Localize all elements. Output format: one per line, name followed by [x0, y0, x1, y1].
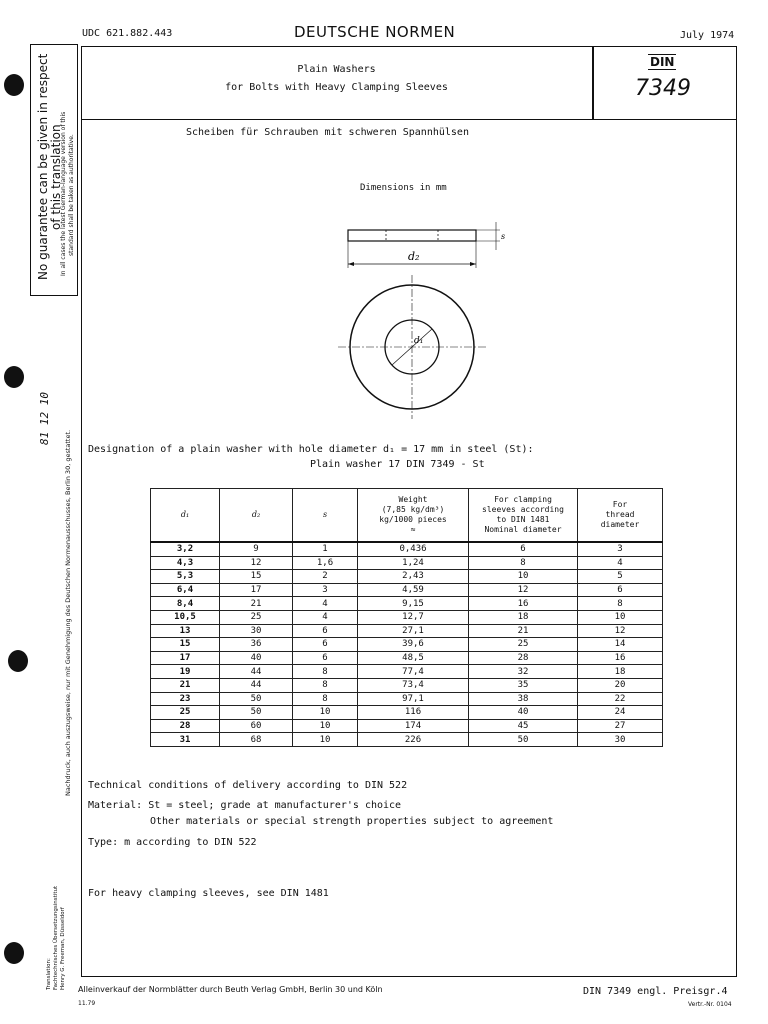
table-cell: 3,2: [151, 542, 220, 556]
table-cell: 32: [469, 665, 578, 679]
table-cell: 6: [293, 651, 358, 665]
table-cell: 10,5: [151, 610, 220, 624]
table-cell: 45: [469, 719, 578, 733]
table-cell: 44: [220, 678, 293, 692]
table-cell: 30: [578, 733, 663, 747]
translator-line-3: Henry G. Freeman, Düsseldorf: [60, 907, 66, 990]
table-cell: 1: [293, 542, 358, 556]
dimensions-label: Dimensions in mm: [360, 183, 447, 193]
header-thread-diameter: For thread diameter: [578, 489, 663, 543]
table-cell: 44: [220, 665, 293, 679]
table-cell: 40: [220, 651, 293, 665]
document-title: Plain Washers: [297, 64, 376, 75]
table-row: [151, 597, 663, 611]
table-row: [151, 692, 663, 706]
table-cell: 27: [578, 719, 663, 733]
table-cell: 15: [151, 638, 220, 652]
table-cell: 12: [469, 583, 578, 597]
table-row: [151, 651, 663, 665]
table-cell: 12: [578, 624, 663, 638]
table-cell: 3: [293, 583, 358, 597]
table-cell: 2: [293, 570, 358, 584]
d2-arrow-right: [470, 262, 476, 266]
udc-number: UDC 621.882.443: [82, 28, 173, 39]
designation-example: Plain washer 17 DIN 7349 - St: [310, 459, 485, 470]
technical-conditions: Technical conditions of delivery according to DIN 522: [88, 780, 408, 791]
disclaimer-line-2: of this translation: [49, 124, 63, 230]
table-cell: 36: [220, 638, 293, 652]
table-cell: 39,6: [358, 638, 469, 652]
table-cell: 28: [151, 719, 220, 733]
table-cell: 97,1: [358, 692, 469, 706]
publication-date: July 1974: [680, 30, 735, 41]
table-cell: 68: [220, 733, 293, 747]
footer-code: 11.79: [78, 1000, 96, 1007]
table-row: [151, 706, 663, 720]
din-logo: DIN: [650, 55, 675, 69]
table-cell: 8: [293, 665, 358, 679]
table-cell: 20: [578, 678, 663, 692]
table-cell: 4: [293, 597, 358, 611]
table-cell: 1,24: [358, 556, 469, 570]
table-cell: 13: [151, 624, 220, 638]
table-cell: 48,5: [358, 651, 469, 665]
table-cell: 77,4: [358, 665, 469, 679]
disclaimer-line-4: standard shall be taken as authoritative.: [68, 134, 75, 256]
table-cell: 17: [151, 651, 220, 665]
table-row: [151, 624, 663, 638]
table-cell: 5: [578, 570, 663, 584]
table-cell: 25: [469, 638, 578, 652]
table-cell: 28: [469, 651, 578, 665]
table-cell: 3: [578, 542, 663, 556]
table-cell: 31: [151, 733, 220, 747]
table-cell: 14: [578, 638, 663, 652]
table-cell: 50: [220, 706, 293, 720]
din-number: 7349: [635, 76, 691, 101]
table-cell: 25: [220, 610, 293, 624]
type-spec: Type: m according to DIN 522: [88, 837, 257, 848]
disclaimer-line-1: No guarantee can be given in respect: [36, 53, 50, 280]
translator-line-1: Translation:: [46, 958, 52, 990]
header-weight: Weight (7,85 kg/dm³) kg/1000 pieces ≈: [358, 489, 469, 543]
table-cell: 8: [578, 597, 663, 611]
table-cell: 4,3: [151, 556, 220, 570]
table-row: [151, 570, 663, 584]
table-cell: 10: [293, 706, 358, 720]
table-cell: 6: [293, 624, 358, 638]
table-cell: 73,4: [358, 678, 469, 692]
series-title: DEUTSCHE NORMEN: [294, 23, 456, 41]
washer-drawing: [330, 220, 510, 420]
table-cell: 40: [469, 706, 578, 720]
table-cell: 9,15: [358, 597, 469, 611]
table-cell: 23: [151, 692, 220, 706]
table-cell: 8: [293, 678, 358, 692]
table-body: [151, 542, 663, 746]
dimensions-table: [150, 488, 663, 747]
table-row: [151, 638, 663, 652]
table-cell: 15: [220, 570, 293, 584]
table-cell: 10: [293, 719, 358, 733]
table-cell: 226: [358, 733, 469, 747]
publisher-notice: Alleinverkauf der Normblätter durch Beuth Verlag GmbH, Berlin 30 und Köln: [78, 985, 383, 994]
table-cell: 9: [220, 542, 293, 556]
table-row: [151, 678, 663, 692]
table-cell: 50: [469, 733, 578, 747]
table-cell: 116: [358, 706, 469, 720]
table-cell: 0,436: [358, 542, 469, 556]
table-cell: 12,7: [358, 610, 469, 624]
table-cell: 30: [220, 624, 293, 638]
d2-label: d₂: [408, 250, 420, 263]
table-cell: 17: [220, 583, 293, 597]
header-s: s: [293, 489, 358, 543]
punch-hole: [8, 650, 28, 672]
table-row: [151, 556, 663, 570]
header-divider: [592, 46, 594, 120]
table-cell: 6: [469, 542, 578, 556]
header-clamping-sleeve: For clamping sleeves according to DIN 1481 Nominal diameter: [469, 489, 578, 543]
table-cell: 4: [578, 556, 663, 570]
table-cell: 21: [151, 678, 220, 692]
header-d1: d₁: [151, 489, 220, 543]
table-row: [151, 583, 663, 597]
punch-hole: [4, 942, 24, 964]
table-row: [151, 733, 663, 747]
table-header-row: [151, 489, 663, 543]
table-cell: 6,4: [151, 583, 220, 597]
order-number: Vertr.-Nr. 0104: [688, 1001, 732, 1008]
table-cell: 1,6: [293, 556, 358, 570]
table-row: [151, 610, 663, 624]
thickness-label: s: [501, 232, 506, 241]
table-cell: 16: [469, 597, 578, 611]
reprint-notice: Nachdruck, auch auszugsweise, nur mit Genehmigung des Deutschen Normenausschusses, Berlin 30, gestattet.: [64, 429, 72, 796]
table-cell: 18: [578, 665, 663, 679]
table-cell: 8: [293, 692, 358, 706]
material-note: Other materials or special strength properties subject to agreement: [150, 816, 554, 827]
table-row: [151, 665, 663, 679]
date-stamp: 81 12 10: [38, 392, 51, 445]
table-row: [151, 542, 663, 556]
material-spec: Material: St = steel; grade at manufacturer's choice: [88, 800, 402, 811]
table-cell: 4,59: [358, 583, 469, 597]
d2-arrow-left: [348, 262, 354, 266]
washer-side-view: [348, 230, 476, 241]
clamping-sleeve-note: For heavy clamping sleeves, see DIN 1481: [88, 888, 329, 899]
table-cell: 174: [358, 719, 469, 733]
punch-hole: [4, 74, 24, 96]
table-cell: 24: [578, 706, 663, 720]
table-cell: 8,4: [151, 597, 220, 611]
header-d2: d₂: [220, 489, 293, 543]
table-cell: 16: [578, 651, 663, 665]
table-cell: 4: [293, 610, 358, 624]
table-cell: 19: [151, 665, 220, 679]
table-row: [151, 719, 663, 733]
table-cell: 12: [220, 556, 293, 570]
table-cell: 18: [469, 610, 578, 624]
table-cell: 27,1: [358, 624, 469, 638]
table-cell: 25: [151, 706, 220, 720]
table-cell: 2,43: [358, 570, 469, 584]
disclaimer-line-3: In all cases the latest German-language version of this: [60, 111, 67, 276]
table-cell: 35: [469, 678, 578, 692]
table-cell: 22: [578, 692, 663, 706]
german-title: Scheiben für Schrauben mit schweren Spannhülsen: [186, 127, 469, 138]
table-cell: 10: [469, 570, 578, 584]
punch-hole: [4, 366, 24, 388]
table-cell: 60: [220, 719, 293, 733]
table-cell: 8: [469, 556, 578, 570]
table-cell: 10: [293, 733, 358, 747]
document-reference: DIN 7349 engl. Preisgr.4: [583, 986, 728, 997]
table-cell: 21: [220, 597, 293, 611]
table-cell: 10: [578, 610, 663, 624]
table-cell: 50: [220, 692, 293, 706]
table-cell: 6: [578, 583, 663, 597]
table-cell: 6: [293, 638, 358, 652]
table-cell: 38: [469, 692, 578, 706]
translator-line-2: Fachtechnisches Übersetzungsinstitut: [53, 885, 59, 990]
document-subtitle: for Bolts with Heavy Clamping Sleeves: [225, 82, 448, 93]
d1-label: d₁: [414, 336, 424, 346]
designation-text: Designation of a plain washer with hole diameter d₁ = 17 mm in steel (St):: [88, 444, 534, 455]
table-cell: 21: [469, 624, 578, 638]
table-cell: 5,3: [151, 570, 220, 584]
